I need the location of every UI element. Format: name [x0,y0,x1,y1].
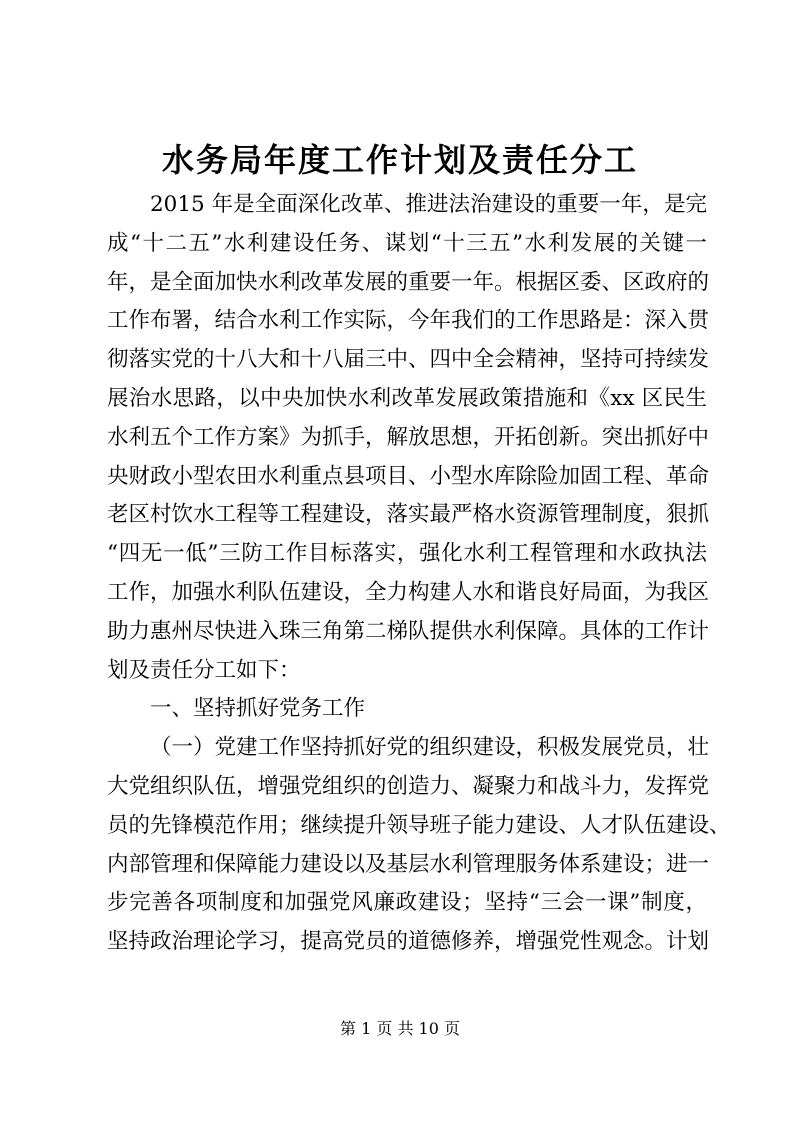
paragraph-line: 年，是全面加快水利改革发展的重要一年。根据区委、区政府的 [107,269,710,295]
paragraph-line: 划及责任分工如下： [107,657,301,683]
page-footer: 第 1 页 共 10 页 [340,1019,460,1038]
paragraph-line: 水利五个工作方案》为抓手，解放思想，开拓创新。突出抓好中 [107,424,710,450]
paragraph-line: 展治水思路，以中央加快水利改革发展政策措施和《xx 区民生 [107,385,707,411]
paragraph-line: 央财政小型农田水利重点县项目、小型水库除险加固工程、革命 [107,463,710,489]
paragraph-line: 大党组织队伍，增强党组织的创造力、凝聚力和战斗力，发挥党 [107,773,710,799]
document-title: 水务局年度工作计划及责任分工 [161,141,638,179]
paragraph-line: 彻落实党的十八大和十八届三中、四中全会精神，坚持可持续发 [107,347,710,373]
paragraph-line: 员的先锋模范作用；继续提升领导班子能力建设、人才队伍建设、 [107,812,731,838]
section-heading: 一、坚持抓好党务工作 [150,696,366,722]
document-body [107,186,731,962]
paragraph-line: 成“十二五”水利建设任务、谋划“十三五”水利发展的关键一 [107,230,707,256]
paragraph-line: 工作布署，结合水利工作实际，今年我们的工作思路是：深入贯 [107,308,710,334]
paragraph-line: 工作，加强水利队伍建设，全力构建人水和谐良好局面，为我区 [107,579,710,605]
paragraph-line: 内部管理和保障能力建设以及基层水利管理服务体系建设；进一 [107,851,710,877]
paragraph-line: 2015 年是全面深化改革、推进法治建设的重要一年，是完 [150,192,707,217]
paragraph-line: （一）党建工作坚持抓好党的组织建设，积极发展党员，壮 [150,735,710,761]
paragraph-line: 助力惠州尽快进入珠三角第二梯队提供水利保障。具体的工作计 [107,618,710,644]
paragraph-line: 老区村饮水工程等工程建设，落实最严格水资源管理制度，狠抓 [107,502,710,528]
paragraph-line: 坚持政治理论学习，提高党员的道德修养，增强党性观念。计划 [107,929,710,955]
paragraph-line: 步完善各项制度和加强党风廉政建设；坚持“三会一课”制度， [107,890,707,916]
paragraph-line: “四无一低”三防工作目标落实，强化水利工程管理和水政执法 [107,541,707,567]
